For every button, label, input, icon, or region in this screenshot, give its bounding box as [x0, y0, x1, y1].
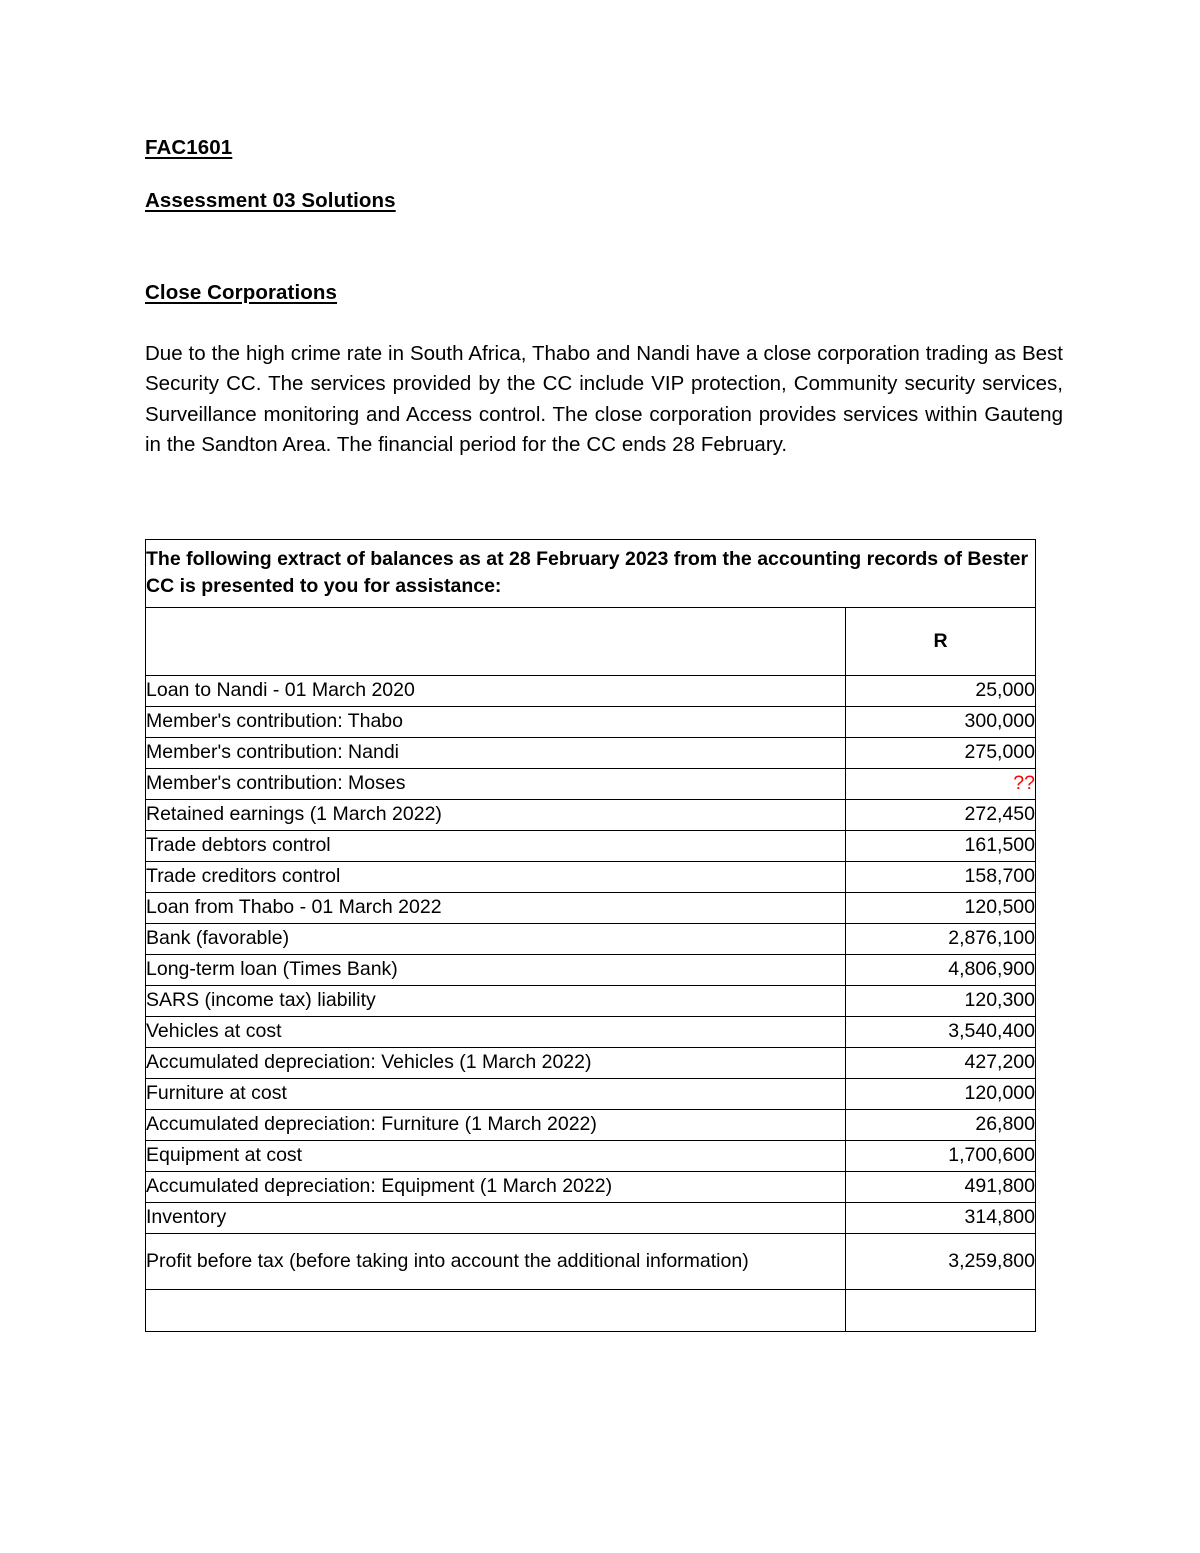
table-cell-description: Member's contribution: Nandi — [146, 737, 846, 768]
table-cell-value: 3,540,400 — [846, 1016, 1036, 1047]
section-heading-text: Close Corporations — [145, 281, 338, 304]
table-row — [146, 675, 1036, 706]
section-heading-close-corporations — [145, 283, 1065, 304]
balances-table-container — [145, 539, 1035, 1332]
header-cell-description — [146, 607, 846, 675]
table-cell-description: SARS (income tax) liability — [146, 985, 846, 1016]
table-cell-description: Trade debtors control — [146, 830, 846, 861]
table-row — [146, 830, 1036, 861]
table-cell-value: 120,500 — [846, 892, 1036, 923]
table-cell-description: Member's contribution: Thabo — [146, 706, 846, 737]
table-row — [146, 1047, 1036, 1078]
table-row — [146, 1202, 1036, 1233]
table-cell-value: 3,259,800 — [846, 1233, 1036, 1289]
table-cell-value: 161,500 — [846, 830, 1036, 861]
table-cell-description: Accumulated depreciation: Furniture (1 March 2022) — [146, 1109, 846, 1140]
table-cell-value: 120,000 — [846, 1078, 1036, 1109]
course-code-heading — [145, 138, 1065, 159]
table-row — [146, 799, 1036, 830]
table-cell-value: 275,000 — [846, 737, 1036, 768]
table-cell-value: 427,200 — [846, 1047, 1036, 1078]
table-cell-value: 2,876,100 — [846, 923, 1036, 954]
table-row — [146, 861, 1036, 892]
table-cell-description: Accumulated depreciation: Equipment (1 March 2022) — [146, 1171, 846, 1202]
table-cell-value: 4,806,900 — [846, 954, 1036, 985]
table-cell-description: Loan to Nandi - 01 March 2020 — [146, 675, 846, 706]
table-banner-row — [146, 539, 1036, 607]
table-cell-value: 158,700 — [846, 861, 1036, 892]
table-cell-value: 300,000 — [846, 706, 1036, 737]
table-row — [146, 1109, 1036, 1140]
table-row — [146, 923, 1036, 954]
table-cell-description — [146, 1289, 846, 1331]
table-cell-description: Vehicles at cost — [146, 1016, 846, 1047]
table-cell-value: 25,000 — [846, 675, 1036, 706]
intro-paragraph: Due to the high crime rate in South Africa, Thabo and Nandi have a close corporation trading as Best Security CC. The services provided by the CC include VIP protection, Community security services, Surveillance monitoring and Access control. The close corporation provides services within Gauteng in the Sandton Area. The financial period for the CC ends 28 February. — [145, 341, 1063, 456]
table-cell-value — [846, 1289, 1036, 1331]
table-row — [146, 1233, 1036, 1289]
table-cell-value-missing: ?? — [846, 768, 1036, 799]
assessment-title-text: Assessment 03 Solutions — [145, 188, 396, 212]
table-cell-value: 491,800 — [846, 1171, 1036, 1202]
table-row — [146, 954, 1036, 985]
table-cell-value: 120,300 — [846, 985, 1036, 1016]
table-cell-value: 1,700,600 — [846, 1140, 1036, 1171]
course-code-text: FAC1601 — [145, 136, 233, 159]
table-cell-value: 314,800 — [846, 1202, 1036, 1233]
assessment-title-heading — [145, 188, 1065, 212]
table-row — [146, 1016, 1036, 1047]
table-header-row — [146, 607, 1036, 675]
table-row — [146, 1289, 1036, 1331]
table-cell-value: 272,450 — [846, 799, 1036, 830]
table-cell-description: Loan from Thabo - 01 March 2022 — [146, 892, 846, 923]
table-cell-description: Bank (favorable) — [146, 923, 846, 954]
table-row — [146, 706, 1036, 737]
table-cell-description: Inventory — [146, 1202, 846, 1233]
table-cell-description: Furniture at cost — [146, 1078, 846, 1109]
table-row — [146, 1140, 1036, 1171]
table-cell-description: Trade creditors control — [146, 861, 846, 892]
table-cell-description: Equipment at cost — [146, 1140, 846, 1171]
table-cell-description: Accumulated depreciation: Vehicles (1 March 2022) — [146, 1047, 846, 1078]
table-row — [146, 1078, 1036, 1109]
table-row — [146, 892, 1036, 923]
table-cell-description: Member's contribution: Moses — [146, 768, 846, 799]
header-cell-currency: R — [846, 607, 1036, 675]
table-cell-description: Long-term loan (Times Bank) — [146, 954, 846, 985]
table-row — [146, 985, 1036, 1016]
table-row — [146, 737, 1036, 768]
table-row — [146, 768, 1036, 799]
table-banner-cell: The following extract of balances as at 28 February 2023 from the accounting records of Bester CC is presented to you for assistance: — [146, 539, 1036, 607]
table-row — [146, 1171, 1036, 1202]
table-cell-description: Retained earnings (1 March 2022) — [146, 799, 846, 830]
document-content — [145, 138, 1065, 1332]
balances-table — [145, 539, 1036, 1332]
table-cell-value: 26,800 — [846, 1109, 1036, 1140]
table-cell-description: Profit before tax (before taking into account the additional information) — [146, 1233, 846, 1289]
balances-table-body — [146, 539, 1036, 1331]
